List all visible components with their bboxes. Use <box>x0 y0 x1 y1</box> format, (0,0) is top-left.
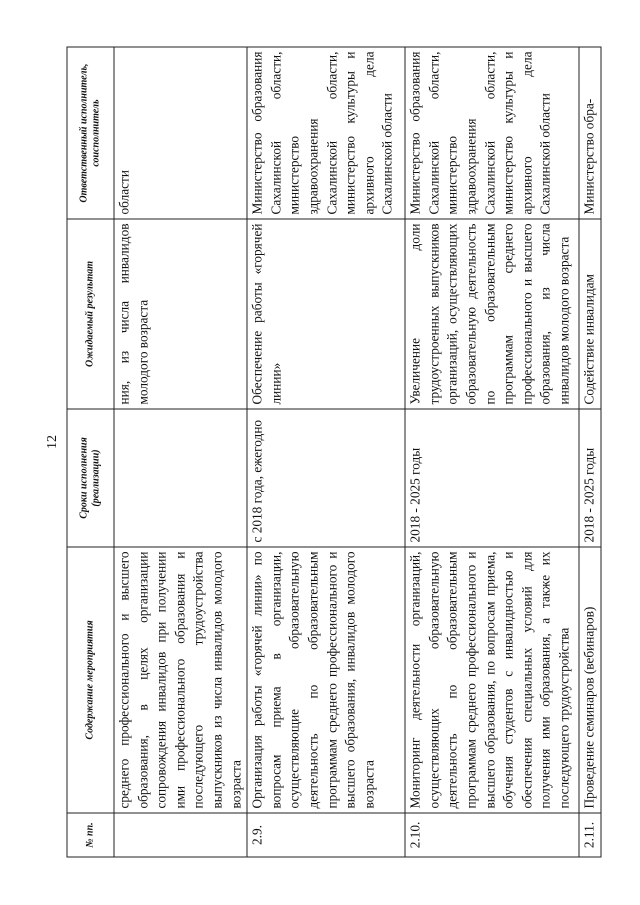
table-row <box>114 47 247 857</box>
header-result: Ожидаемый результат <box>67 219 114 409</box>
row-number: 2.9. <box>247 813 405 857</box>
table-header-row <box>67 47 114 857</box>
row-deadline: с 2018 года, ежегодно <box>247 409 405 547</box>
row-result: ния, из числа инвалидов молодого возраста <box>114 219 247 409</box>
row-responsible: области <box>114 47 247 219</box>
row-deadline: 2018 - 2025 годы <box>405 409 579 547</box>
header-responsible: Ответственный исполнитель, соисполнитель <box>67 47 114 219</box>
row-deadline <box>114 409 247 547</box>
row-result: Обеспечение работы «горячей линии» <box>247 219 405 409</box>
row-responsible: Министерство образования Сахалинской области, министерство здравоохранения Сахалинской области, министерство культуры и архивного дела Сахалинской области <box>247 47 405 219</box>
measures-table <box>67 46 602 857</box>
header-content: Содержание мероприятия <box>67 547 114 813</box>
row-content: среднего профессионального и высшего образования, в целях организации сопровождения инвалидов при получении ими профессионального образования и последующего трудоустройства выпускников из числа инвалидов молодого возраста <box>114 547 247 813</box>
rotated-table-container <box>67 47 597 857</box>
row-deadline: 2018 - 2025 годы <box>579 409 601 547</box>
row-number <box>114 813 247 857</box>
table-row <box>579 47 601 857</box>
row-responsible: Министерство обра- <box>579 47 601 219</box>
header-deadline: Сроки исполнения (реализации) <box>67 409 114 547</box>
header-number: № пп. <box>67 813 114 857</box>
row-content: Организация работы «горячей линии» по вопросам приема в организации, осуществляющие образовательную деятельность по образовательным программам среднего профессионального и высшего образования, инвалидов молодого возраста <box>247 547 405 813</box>
row-result: Увеличение доли трудоустроенных выпускников организаций, осуществляющих образовательную деятельность по образовательным программам среднего профессионального и высшего образования, из числа инвалидов молодого возраста <box>405 219 579 409</box>
row-result: Содействие инвалидам <box>579 219 601 409</box>
page-number: 12 <box>45 435 60 449</box>
row-content: Мониторинг деятельности организаций, осуществляющих образовательную деятельность по образовательным программам среднего профессионального и высшего образования, по вопросам приема, обучения студентов с инвалидностью и обеспечения специальных условий для получения ими образования, а также их последующего трудоустройства <box>405 547 579 813</box>
row-responsible: Министерство образования Сахалинской области, министерство здравоохранения Сахалинской области, министерство культуры и архивного дела Сахалинской области <box>405 47 579 219</box>
row-content: Проведение семинаров (вебинаров) <box>579 547 601 813</box>
table-row <box>247 47 405 857</box>
row-number: 2.10. <box>405 813 579 857</box>
table-row <box>405 47 579 857</box>
row-number: 2.11. <box>579 813 601 857</box>
